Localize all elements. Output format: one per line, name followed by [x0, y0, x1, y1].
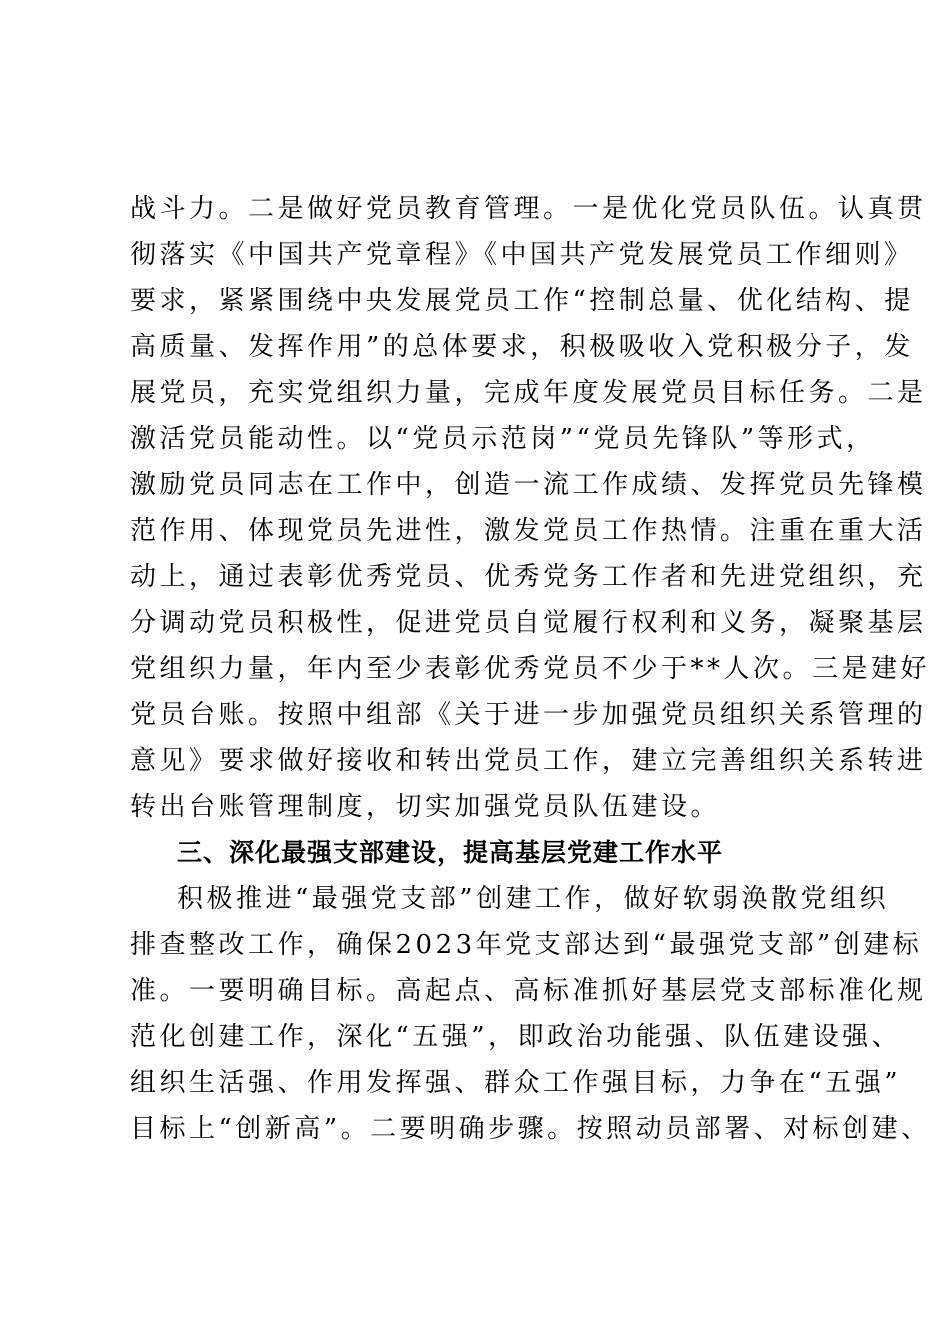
text-line: 范化创建工作，深化“五强”，即政治功能强、队伍建设强、 [130, 1022, 902, 1052]
text-line: 党组织力量，年内至少表彰优秀党员不少于**人次。三是建好 [130, 654, 931, 684]
text-line: 转出台账管理制度，切实加强党员队伍建设。 [130, 792, 721, 822]
section-heading: 三、深化最强支部建设，提高基层党建工作水平 [177, 838, 724, 867]
text-line: 党员台账。按照中组部《关于进一步加强党员组织关系管理的 [130, 700, 927, 730]
text-line: 动上，通过表彰优秀党员、优秀党务工作者和先进党组织，充 [130, 562, 927, 592]
text-line: 目标上“创新高”。二要明确步骤。按照动员部署、对标创建、 [130, 1114, 931, 1144]
text-line: 要求，紧紧围绕中央发展党员工作“控制总量、优化结构、提 [130, 286, 914, 316]
text-line: 彻落实《中国共产党章程》《中国共产党发展党员工作细则》 [130, 240, 914, 270]
text-line: 激活党员能动性。以“党员示范岗”“党员先锋队”等形式， [130, 424, 876, 454]
text-line: 分调动党员积极性，促进党员自觉履行权利和义务，凝聚基层 [130, 608, 927, 638]
text-line: 展党员，充实党组织力量，完成年度发展党员目标任务。二是 [130, 378, 927, 408]
text-line: 战斗力。二是做好党员教育管理。一是优化党员队伍。认真贯 [130, 194, 927, 224]
text-line: 准。一要明确目标。高起点、高标准抓好基层党支部标准化规 [130, 976, 927, 1006]
text-line: 意见》要求做好接收和转出党员工作，建立完善组织关系转进 [130, 746, 927, 776]
text-line: 排查整改工作，确保2023年党支部达到“最强党支部”创建标 [130, 930, 923, 960]
text-line: 高质量、发挥作用”的总体要求，积极吸收入党积极分子，发 [130, 332, 914, 362]
text-line: 激励党员同志在工作中，创造一流工作成绩、发挥党员先锋模 [130, 470, 927, 500]
text-line: 组织生活强、作用发挥强、群众工作强目标，力争在“五强” [130, 1068, 902, 1098]
text-line: 范作用、体现党员先进性，激发党员工作热情。注重在重大活 [130, 516, 927, 546]
text-line: 积极推进“最强党支部”创建工作，做好软弱涣散党组织 [177, 884, 890, 914]
